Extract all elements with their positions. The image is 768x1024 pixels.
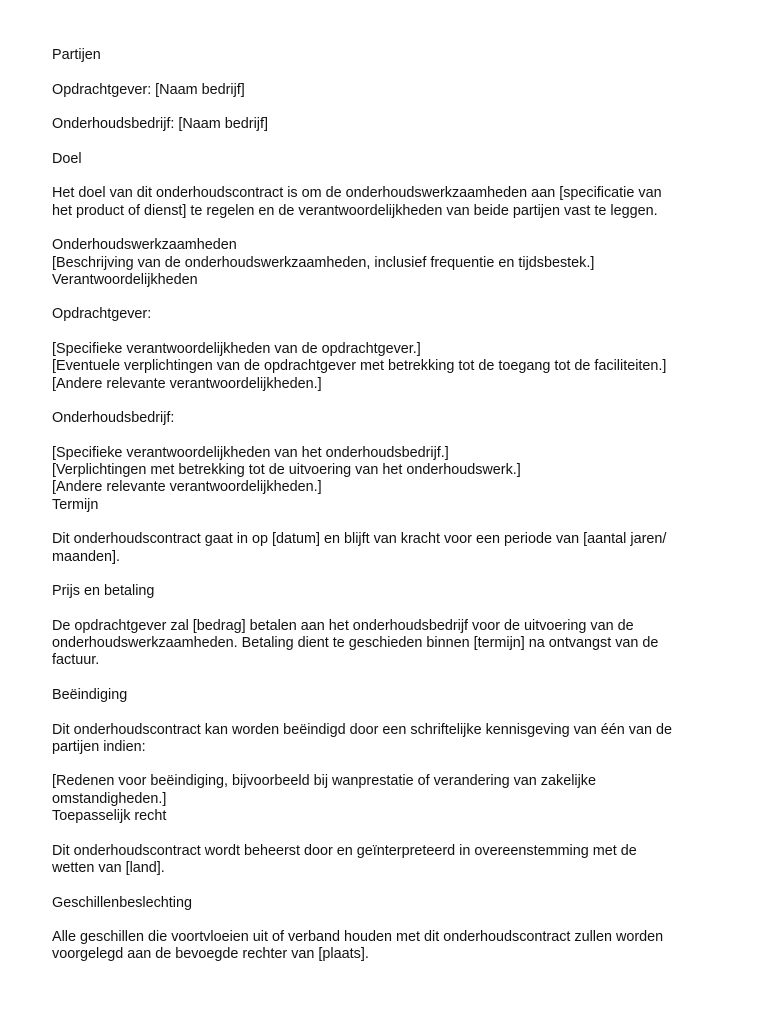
doel-paragraph-line: het product of dienst] te regelen en de verantwoordelijkheden van beide partijen vast te leggen. xyxy=(52,202,658,219)
blank-line xyxy=(52,133,720,150)
blank-line xyxy=(52,428,720,445)
blank-line xyxy=(52,877,720,894)
opdrachtgever-responsibility-line: [Andere relevante verantwoordelijkheden.] xyxy=(52,375,322,392)
heading-doel: Doel xyxy=(52,150,82,167)
blank-line xyxy=(52,168,720,185)
recht-paragraph-line: wetten van [land]. xyxy=(52,859,165,876)
heading-partijen: Partijen xyxy=(52,47,101,63)
heading-toepasselijk-recht: Toepasselijk recht xyxy=(52,808,167,825)
geschillen-paragraph-line: Alle geschillen die voortvloeien uit of verband houden met dit onderhoudscontract zullen worden xyxy=(52,929,664,946)
subheading-onderhoudsbedrijf: Onderhoudsbedrijf: xyxy=(52,410,175,427)
blank-line xyxy=(52,220,720,237)
opdrachtgever-responsibility-line: [Specifieke verantwoordelijkheden van de opdrachtgever.] xyxy=(52,341,421,358)
geschillen-paragraph-line: voorgelegd aan de bevoegde rechter van [plaats]. xyxy=(52,946,369,963)
termijn-paragraph-line: maanden]. xyxy=(52,548,121,565)
blank-line xyxy=(52,601,720,618)
blank-line xyxy=(52,670,720,687)
onderhoudsbedrijf-line: Onderhoudsbedrijf: [Naam bedrijf] xyxy=(52,116,268,133)
blank-line xyxy=(52,912,720,929)
heading-verantwoordelijkheden: Verantwoordelijkheden xyxy=(52,271,198,288)
onderhoudswerkzaamheden-line: [Beschrijving van de onderhoudswerkzaamheden, inclusief frequentie en tijdsbestek.] xyxy=(52,254,595,271)
termijn-paragraph-line: Dit onderhoudscontract gaat in op [datum] en blijft van kracht voor een periode van [aantal jaren/ xyxy=(52,531,667,548)
opdrachtgever-line: Opdrachtgever: [Naam bedrijf] xyxy=(52,81,245,98)
heading-termijn: Termijn xyxy=(52,496,99,513)
heading-prijs-en-betaling: Prijs en betaling xyxy=(52,583,155,600)
doel-paragraph-line: Het doel van dit onderhoudscontract is om de onderhoudswerkzaamheden aan [specificatie van xyxy=(52,185,662,202)
betaling-paragraph-line: De opdrachtgever zal [bedrag] betalen aan het onderhoudsbedrijf voor de uitvoering van de xyxy=(52,617,634,634)
blank-line xyxy=(52,704,720,721)
onderhoudsbedrijf-responsibility-line: [Specifieke verantwoordelijkheden van het onderhoudsbedrijf.] xyxy=(52,444,449,461)
blank-line xyxy=(52,756,720,773)
blank-line xyxy=(52,64,720,81)
beeindiging-reasons-line: [Redenen voor beëindiging, bijvoorbeeld bij wanprestatie of verandering van zakelijke xyxy=(52,773,596,790)
betaling-paragraph-line: onderhoudswerkzaamheden. Betaling dient te geschieden binnen [termijn] na ontvangst van de xyxy=(52,635,659,652)
blank-line xyxy=(52,393,720,410)
subheading-opdrachtgever: Opdrachtgever: xyxy=(52,306,152,323)
blank-line xyxy=(52,289,720,306)
heading-onderhoudswerkzaamheden: Onderhoudswerkzaamheden xyxy=(52,237,237,254)
blank-line xyxy=(52,99,720,116)
onderhoudsbedrijf-responsibility-line: [Verplichtingen met betrekking tot de uitvoering van het onderhoudswerk.] xyxy=(52,462,521,479)
blank-line xyxy=(52,566,720,583)
blank-line xyxy=(52,825,720,842)
opdrachtgever-responsibility-line: [Eventuele verplichtingen van de opdrachtgever met betrekking tot de toegang tot de faciliteiten.] xyxy=(52,358,667,375)
beeindiging-reasons-line: omstandigheden.] xyxy=(52,790,167,807)
recht-paragraph-line: Dit onderhoudscontract wordt beheerst door en geïnterpreteerd in overeenstemming met de xyxy=(52,842,637,859)
betaling-paragraph-line: factuur. xyxy=(52,652,100,669)
blank-line xyxy=(52,514,720,531)
heading-geschillenbeslechting: Geschillenbeslechting xyxy=(52,894,192,911)
heading-beeindiging: Beëindiging xyxy=(52,686,128,703)
beeindiging-paragraph-line: Dit onderhoudscontract kan worden beëindigd door een schriftelijke kennisgeving van één van de xyxy=(52,721,672,738)
onderhoudsbedrijf-responsibility-line: [Andere relevante verantwoordelijkheden.] xyxy=(52,479,322,496)
blank-line xyxy=(52,324,720,341)
beeindiging-paragraph-line: partijen indien: xyxy=(52,738,146,755)
